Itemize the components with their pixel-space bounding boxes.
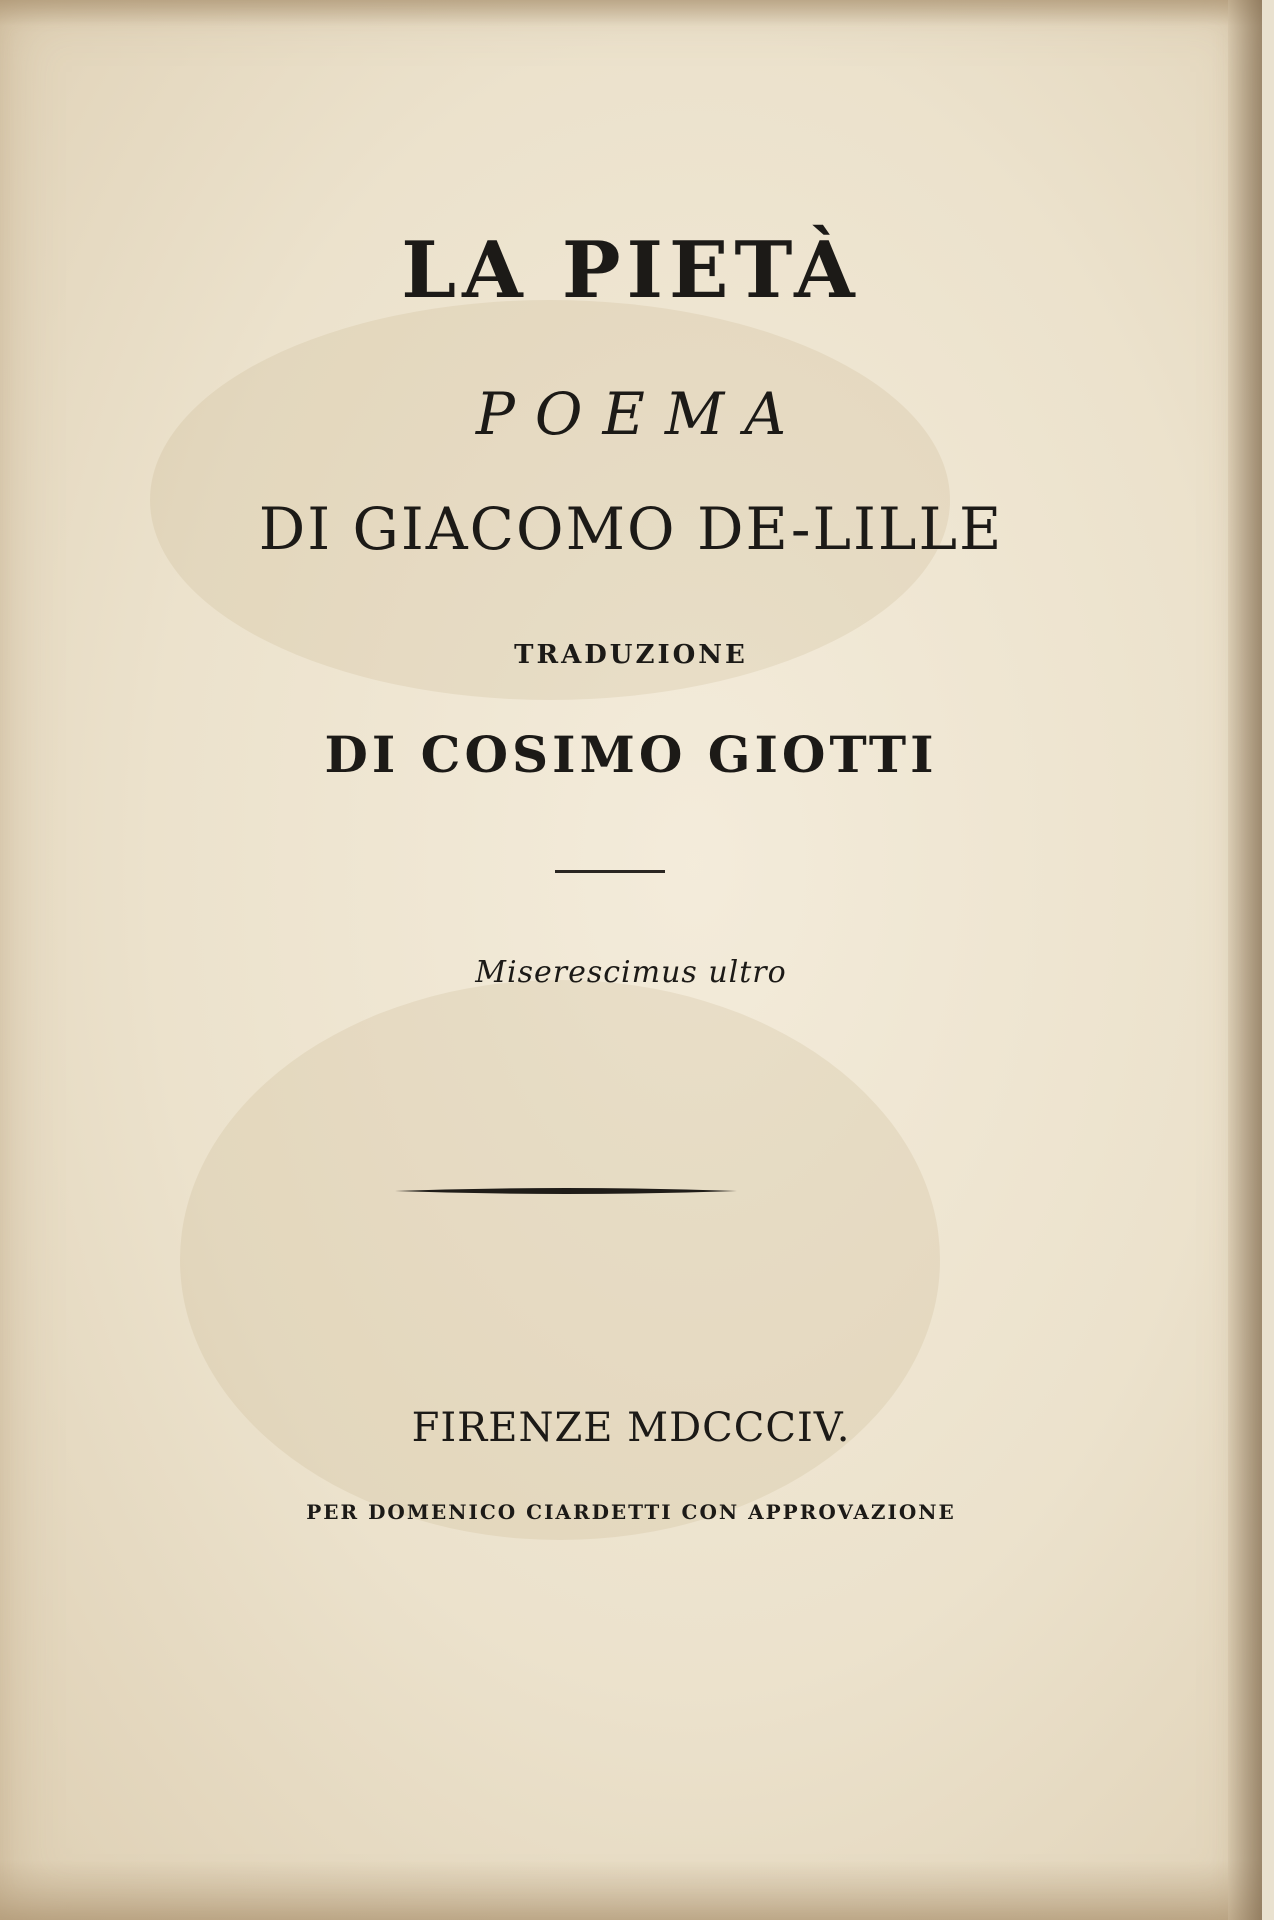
book-subtitle: POEMA [475, 380, 807, 448]
paper-edge-bottom [0, 1860, 1262, 1920]
paper-edge-top [0, 0, 1262, 26]
translator-line: DI COSIMO GIOTTI [324, 725, 938, 784]
paper-stain [180, 980, 940, 1540]
author-line: DI GIACOMO DE-LILLE [258, 495, 1004, 563]
motto: Miserescimus ultro [475, 955, 787, 990]
short-rule [555, 870, 665, 873]
book-title: LA PIETÀ [401, 225, 861, 316]
translation-label: TRADUZIONE [514, 640, 748, 670]
imprint-printer: PER DOMENICO CIARDETTI CON APPROVAZIONE [306, 1500, 956, 1524]
ornamental-rule [395, 1186, 737, 1196]
imprint-place-date: FIRENZE MDCCCIV. [411, 1405, 851, 1451]
